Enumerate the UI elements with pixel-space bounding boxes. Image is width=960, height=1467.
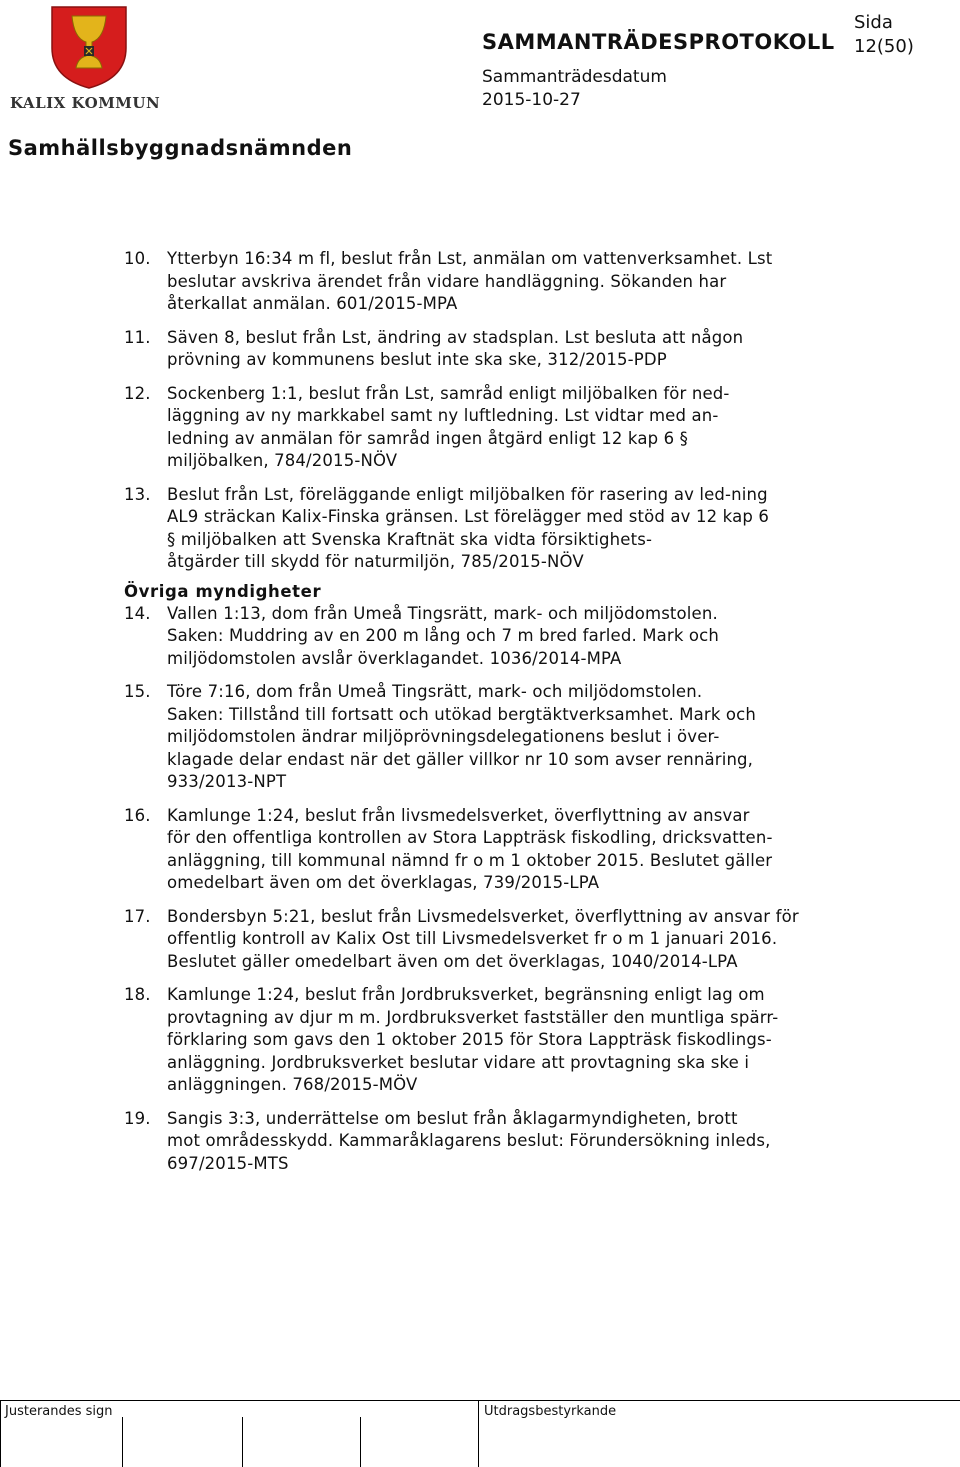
list-item: [124, 805, 874, 895]
list-item: [124, 383, 874, 473]
signature-footer: [0, 1400, 960, 1467]
item-number: 19.: [124, 1108, 151, 1128]
list-item: [124, 681, 874, 794]
item-text-line: § miljöbalken att Svenska Kraftnät ska vidta försiktighets-: [167, 529, 653, 549]
item-number: 10.: [124, 249, 151, 268]
item-text-line: miljöbalken, 784/2015-NÖV: [167, 451, 398, 470]
item-number: 16.: [124, 805, 151, 825]
item-text-line: Beslut från Lst, föreläggande enligt miljöbalken för rasering av led-ning: [167, 484, 768, 504]
item-text-line: anläggning, till kommunal nämnd fr o m 1 oktober 2015. Beslutet gäller: [167, 850, 773, 870]
item-text-line: förklaring som gavs den 1 oktober 2015 för Stora Lappträsk fiskodlings-: [167, 1030, 772, 1049]
list-item: [124, 984, 874, 1097]
list-item: [124, 1108, 874, 1176]
item-text-line: prövning av kommunens beslut inte ska ske, 312/2015-PDP: [167, 350, 667, 369]
section-heading: Övriga myndigheter: [124, 581, 322, 601]
org-name: KALIX KOMMUN: [10, 94, 161, 112]
page-number: 12(50): [854, 36, 914, 57]
item-text-line: ledning av anmälan för samråd ingen åtgärd enligt 12 kap 6 §: [167, 428, 689, 448]
item-text-line: åtgärder till skydd för naturmiljön, 785/2015-NÖV: [167, 552, 584, 571]
item-number: 14.: [124, 603, 151, 623]
item-number: 12.: [124, 383, 151, 403]
item-text-line: Kamlunge 1:24, beslut från livsmedelsverket, överflyttning av ansvar: [167, 805, 750, 825]
item-text-line: Saken: Muddring av en 200 m lång och 7 m bred farled. Mark och: [167, 626, 720, 645]
item-text-line: 933/2013-NPT: [167, 772, 287, 791]
document-title: SAMMANTRÄDESPROTOKOLL: [482, 30, 835, 54]
list-item: [124, 484, 874, 574]
coat-of-arms-icon: [48, 4, 130, 90]
item-text-line: anläggning. Jordbruksverket beslutar vidare att provtagning ska ske i: [167, 1052, 750, 1072]
item-text-line: klagade delar endast när det gäller villkor nr 10 som avser rennäring,: [167, 749, 754, 769]
item-text-line: anläggningen. 768/2015-MÖV: [167, 1075, 418, 1094]
item-text-line: Vallen 1:13, dom från Umeå Tingsrätt, mark- och miljödomstolen.: [167, 603, 718, 623]
justerandes-sign-label: Justerandes sign: [5, 1404, 113, 1419]
list-item: [124, 327, 874, 372]
item-text-line: provtagning av djur m m. Jordbruksverket fastställer den muntliga spärr-: [167, 1007, 779, 1027]
item-text-line: offentlig kontroll av Kalix Ost till Livsmedelsverket fr o m 1 januari 2016.: [167, 929, 778, 948]
item-text-line: återkallat anmälan. 601/2015-MPA: [167, 294, 458, 313]
signature-box-divider: [242, 1417, 243, 1467]
footer-divider: [478, 1401, 479, 1467]
item-text-line: Töre 7:16, dom från Umeå Tingsrätt, mark- och miljödomstolen.: [167, 682, 703, 701]
item-text-line: miljödomstolen ändrar miljöprövningsdelegationens beslut i över-: [167, 727, 720, 746]
item-text-line: 697/2015-MTS: [167, 1153, 289, 1173]
signature-box-divider: [360, 1417, 361, 1467]
item-number: 18.: [124, 985, 151, 1004]
item-text-line: Kamlunge 1:24, beslut från Jordbruksverket, begränsning enligt lag om: [167, 985, 765, 1004]
item-number: 11.: [124, 327, 151, 347]
department-heading: Samhällsbyggnadsnämnden: [8, 136, 353, 160]
page-label: Sida: [854, 12, 893, 33]
item-text-line: AL9 sträckan Kalix-Finska gränsen. Lst förelägger med stöd av 12 kap 6: [167, 507, 770, 526]
item-text-line: Sockenberg 1:1, beslut från Lst, samråd enligt miljöbalken för ned-: [167, 383, 730, 403]
item-text-line: mot områdesskydd. Kammaråklagarens beslut: Förundersökning inleds,: [167, 1131, 771, 1150]
list-item: [124, 603, 874, 671]
signature-box-divider: [122, 1417, 123, 1467]
item-text-line: Beslutet gäller omedelbart även om det överklagas, 1040/2014-LPA: [167, 951, 738, 971]
item-text-line: Ytterbyn 16:34 m fl, beslut från Lst, anmälan om vattenverksamhet. Lst: [167, 249, 773, 268]
item-text-line: för den offentliga kontrollen av Stora Lappträsk fiskodling, dricksvatten-: [167, 828, 773, 847]
item-text-line: läggning av ny markkabel samt ny luftledning. Lst vidtar med an-: [167, 406, 719, 425]
item-text-line: Säven 8, beslut från Lst, ändring av stadsplan. Lst besluta att någon: [167, 327, 744, 347]
list-item: [124, 248, 874, 316]
item-text-line: Sangis 3:3, underrättelse om beslut från åklagarmyndigheten, brott: [167, 1108, 738, 1128]
municipality-logo: [10, 4, 160, 114]
item-text-line: beslutar avskriva ärendet från vidare handläggning. Sökanden har: [167, 271, 727, 291]
meeting-date-value: 2015-10-27: [482, 90, 581, 110]
meeting-date-label: Sammanträdesdatum: [482, 67, 667, 87]
item-text-line: Saken: Tillstånd till fortsatt och utökad bergtäktverksamhet. Mark och: [167, 704, 756, 724]
item-text-line: miljödomstolen avslår överklagandet. 1036/2014-MPA: [167, 648, 622, 668]
item-number: 15.: [124, 682, 151, 701]
list-item: [124, 906, 874, 974]
utdragsbestyrkande-label: Utdragsbestyrkande: [484, 1404, 617, 1419]
item-text-line: Bondersbyn 5:21, beslut från Livsmedelsverket, överflyttning av ansvar för: [167, 906, 799, 926]
item-number: 17.: [124, 906, 151, 926]
agenda-list: [124, 248, 874, 1186]
item-number: 13.: [124, 484, 151, 504]
item-text-line: omedelbart även om det överklagas, 739/2015-LPA: [167, 873, 600, 892]
footer-divider: [0, 1401, 1, 1467]
